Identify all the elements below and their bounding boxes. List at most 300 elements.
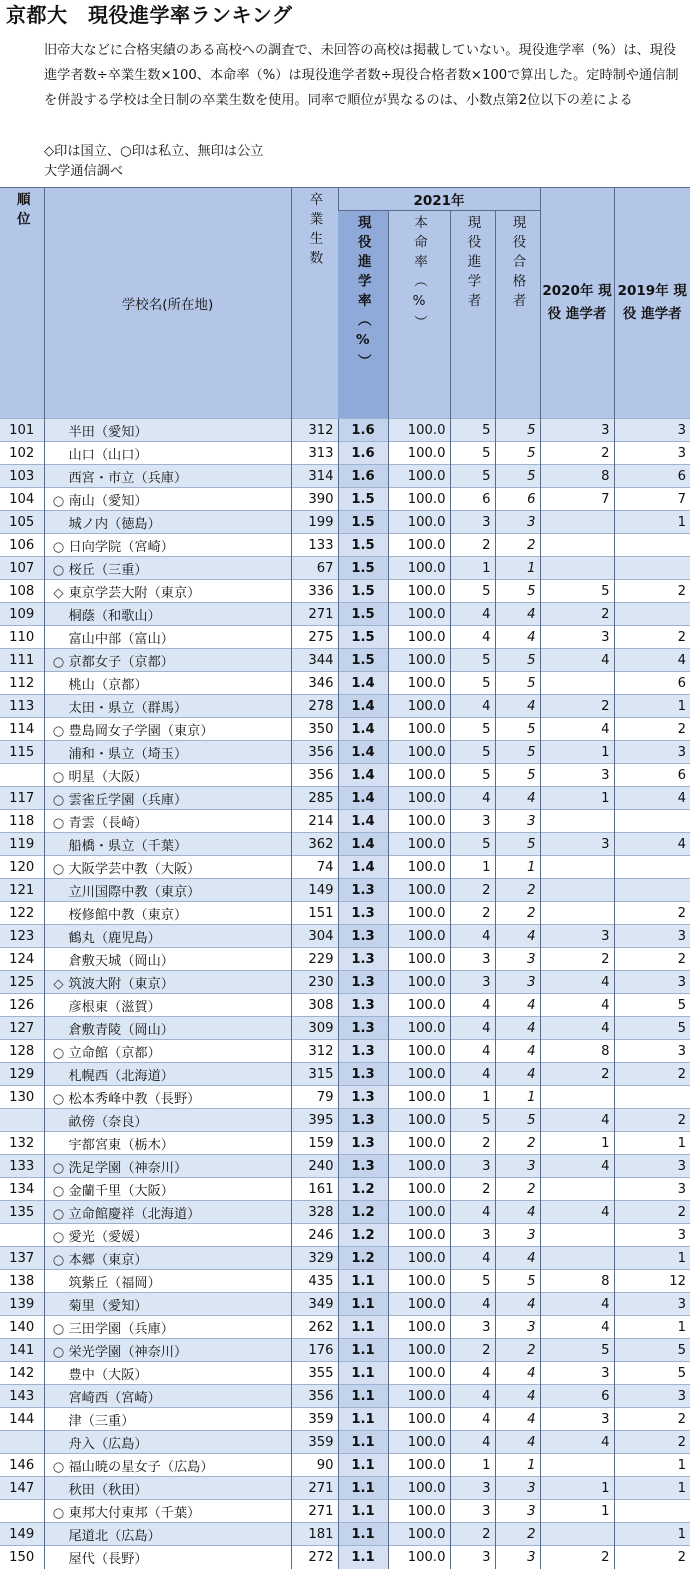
school-cell [44,1385,291,1408]
rate-cell: 1.4 [338,672,388,695]
rank-cell: 125 [0,971,44,994]
passers-cell: 5 [495,764,540,787]
school-name: 津（三重） [68,1413,135,1429]
table-row [0,1362,690,1385]
ownership-mark: ○ [52,1321,65,1337]
ownership-mark: ○ [52,654,65,670]
rate-cell: 1.1 [338,1408,388,1431]
rank-cell [0,1431,44,1454]
header-2019 [614,188,690,419]
school-name: 洗足学園（神奈川） [68,1160,188,1176]
passers-cell: 5 [495,649,540,672]
table-row [0,1385,690,1408]
y2020-cell: 4 [540,1155,614,1178]
passers-cell: 3 [495,1155,540,1178]
school-cell [44,1270,291,1293]
y2020-cell [540,1523,614,1546]
school-cell [44,856,291,879]
y2020-cell [540,1454,614,1477]
rank-cell: 124 [0,948,44,971]
rank-cell: 137 [0,1247,44,1270]
table-row [0,902,690,925]
rank-cell [0,1500,44,1523]
ownership-mark: ○ [52,562,65,578]
passers-cell: 4 [495,1408,540,1431]
graduates-cell: 230 [291,971,338,994]
entrants-cell: 4 [450,1408,495,1431]
y2019-cell: 1 [614,1477,690,1500]
rate-cell: 1.1 [338,1385,388,1408]
honmei-cell: 100.0 [388,925,450,948]
table-row [0,442,690,465]
ownership-mark: ○ [52,539,65,555]
graduates-cell: 151 [291,902,338,925]
ownership-mark: ○ [52,1091,65,1107]
graduates-cell: 390 [291,488,338,511]
rate-cell: 1.6 [338,442,388,465]
school-cell [44,465,291,488]
passers-cell: 4 [495,1293,540,1316]
y2019-cell: 1 [614,1454,690,1477]
y2019-cell [614,603,690,626]
entrants-cell: 4 [450,1201,495,1224]
school-name: 札幌西（北海道） [68,1068,174,1084]
school-name: 松本秀峰中教（長野） [68,1091,201,1107]
rate-cell: 1.4 [338,764,388,787]
school-name: 三田学園（兵庫） [68,1321,174,1337]
school-name: 菊里（愛知） [68,1298,148,1314]
rank-cell: 149 [0,1523,44,1546]
school-cell [44,1040,291,1063]
graduates-cell: 278 [291,695,338,718]
graduates-cell: 350 [291,718,338,741]
passers-cell: 3 [495,1477,540,1500]
header-rank [0,188,44,419]
entrants-cell: 1 [450,557,495,580]
school-name: 愛光（愛媛） [68,1229,148,1245]
school-name: 宇都宮東（栃木） [68,1137,174,1153]
school-cell [44,1155,291,1178]
honmei-cell: 100.0 [388,1178,450,1201]
y2020-cell: 4 [540,971,614,994]
graduates-cell: 313 [291,442,338,465]
y2019-cell [614,557,690,580]
passers-cell: 4 [495,994,540,1017]
table-row [0,1523,690,1546]
y2019-cell: 2 [614,1201,690,1224]
table-row [0,833,690,856]
school-cell [44,1546,291,1569]
table-row [0,856,690,879]
ownership-mark: ○ [52,861,65,877]
school-cell [44,1017,291,1040]
school-cell [44,879,291,902]
rank-cell: 144 [0,1408,44,1431]
rate-cell: 1.5 [338,603,388,626]
y2020-cell: 4 [540,649,614,672]
header-honmei-label: 本命率（%） [411,215,427,335]
table-row [0,1477,690,1500]
honmei-cell: 100.0 [388,442,450,465]
school-name: 半田（愛知） [68,424,148,440]
school-name: 屋代（長野） [68,1551,148,1567]
graduates-cell: 315 [291,1063,338,1086]
y2020-cell [540,856,614,879]
header-graduates-label: 卒業生数 [306,192,323,270]
rate-cell: 1.1 [338,1523,388,1546]
school-cell [44,833,291,856]
school-name: 尾道北（広島） [68,1528,161,1544]
school-name: 太田・県立（群馬） [68,700,188,716]
header-rank-label: 順位 [13,192,30,231]
rank-cell: 110 [0,626,44,649]
honmei-cell: 100.0 [388,1040,450,1063]
rank-cell: 117 [0,787,44,810]
school-cell [44,1201,291,1224]
school-name: 秋田（秋田） [68,1482,148,1498]
rate-cell: 1.3 [338,1063,388,1086]
honmei-cell: 100.0 [388,1477,450,1500]
rate-cell: 1.1 [338,1270,388,1293]
header-rate-label: 現役進学率（%） [354,215,371,374]
header-entrants-label: 現役進学者 [464,215,481,313]
honmei-cell: 100.0 [388,534,450,557]
passers-cell: 4 [495,1247,540,1270]
y2019-cell: 3 [614,971,690,994]
graduates-cell: 240 [291,1155,338,1178]
rate-cell: 1.6 [338,465,388,488]
table-row [0,1408,690,1431]
y2020-cell [540,810,614,833]
table-row [0,741,690,764]
table-row [0,1293,690,1316]
y2020-cell: 3 [540,1362,614,1385]
y2020-cell: 1 [540,787,614,810]
y2019-cell: 1 [614,1247,690,1270]
rank-cell: 129 [0,1063,44,1086]
graduates-cell: 271 [291,1500,338,1523]
honmei-cell: 100.0 [388,1546,450,1569]
honmei-cell: 100.0 [388,1201,450,1224]
entrants-cell: 4 [450,1362,495,1385]
honmei-cell: 100.0 [388,1339,450,1362]
table-row [0,1201,690,1224]
methodology-note [44,38,684,113]
graduates-cell: 346 [291,672,338,695]
table-row [0,1178,690,1201]
entrants-cell: 5 [450,442,495,465]
graduates-cell: 149 [291,879,338,902]
school-cell [44,1293,291,1316]
school-name: 本郷（東京） [68,1252,148,1268]
rank-cell: 134 [0,1178,44,1201]
table-row [0,948,690,971]
rate-cell: 1.4 [338,718,388,741]
rank-cell: 132 [0,1132,44,1155]
entrants-cell: 1 [450,856,495,879]
table-row [0,1270,690,1293]
rate-cell: 1.1 [338,1431,388,1454]
school-cell [44,1247,291,1270]
rate-cell: 1.3 [338,1017,388,1040]
table-row [0,925,690,948]
rate-cell: 1.5 [338,534,388,557]
y2020-cell: 3 [540,1408,614,1431]
y2020-cell: 1 [540,1132,614,1155]
graduates-cell: 304 [291,925,338,948]
y2019-cell [614,856,690,879]
rate-cell: 1.2 [338,1247,388,1270]
entrants-cell: 5 [450,764,495,787]
graduates-cell: 356 [291,741,338,764]
y2020-cell: 1 [540,741,614,764]
y2020-cell [540,511,614,534]
school-cell [44,488,291,511]
graduates-cell: 285 [291,787,338,810]
rate-cell: 1.5 [338,626,388,649]
rank-cell: 126 [0,994,44,1017]
table-row [0,1040,690,1063]
table-row [0,994,690,1017]
y2020-cell: 2 [540,603,614,626]
y2019-cell: 5 [614,1362,690,1385]
rank-cell: 105 [0,511,44,534]
graduates-cell: 312 [291,419,338,442]
honmei-cell: 100.0 [388,1109,450,1132]
table-row [0,1086,690,1109]
y2019-cell: 4 [614,833,690,856]
honmei-cell: 100.0 [388,695,450,718]
graduates-cell: 90 [291,1454,338,1477]
school-cell [44,810,291,833]
header-2020-label: 2020年 現役 進学者 [542,283,612,322]
ownership-mark: ○ [52,792,65,808]
school-cell [44,580,291,603]
header-graduates [291,188,338,419]
y2020-cell [540,534,614,557]
rate-cell: 1.3 [338,1132,388,1155]
graduates-cell: 356 [291,764,338,787]
honmei-cell: 100.0 [388,764,450,787]
school-cell [44,534,291,557]
y2019-cell: 2 [614,580,690,603]
passers-cell: 5 [495,580,540,603]
passers-cell: 5 [495,465,540,488]
graduates-cell: 79 [291,1086,338,1109]
y2019-cell: 3 [614,1040,690,1063]
school-name: 筑紫丘（福岡） [68,1275,161,1291]
rank-cell: 139 [0,1293,44,1316]
passers-cell: 4 [495,1063,540,1086]
rank-cell: 112 [0,672,44,695]
graduates-cell: 355 [291,1362,338,1385]
entrants-cell: 2 [450,879,495,902]
honmei-cell: 100.0 [388,1408,450,1431]
school-name: 富山中部（富山） [68,631,174,647]
passers-cell: 4 [495,1040,540,1063]
table-row [0,1017,690,1040]
school-name: 宮崎西（宮崎） [68,1390,161,1406]
honmei-cell: 100.0 [388,856,450,879]
school-name: 桜丘（三重） [68,562,148,578]
passers-cell: 5 [495,442,540,465]
entrants-cell: 4 [450,925,495,948]
school-name: 浦和・県立（埼玉） [68,746,188,762]
y2019-cell: 1 [614,511,690,534]
table-row [0,1546,690,1569]
entrants-cell: 4 [450,695,495,718]
honmei-cell: 100.0 [388,718,450,741]
honmei-cell: 100.0 [388,902,450,925]
rank-cell: 109 [0,603,44,626]
y2019-cell: 7 [614,488,690,511]
honmei-cell: 100.0 [388,1500,450,1523]
y2019-cell: 4 [614,649,690,672]
school-name: 城ノ内（徳島） [68,516,161,532]
entrants-cell: 4 [450,1063,495,1086]
y2020-cell [540,879,614,902]
school-name: 金蘭千里（大阪） [68,1183,174,1199]
school-cell [44,994,291,1017]
table-row [0,879,690,902]
honmei-cell: 100.0 [388,626,450,649]
y2019-cell: 1 [614,1316,690,1339]
honmei-cell: 100.0 [388,419,450,442]
school-name: 大阪学芸中教（大阪） [68,861,201,877]
y2019-cell: 4 [614,787,690,810]
rate-cell: 1.3 [338,902,388,925]
table-row [0,626,690,649]
school-name: 日向学院（宮崎） [68,539,174,555]
entrants-cell: 5 [450,419,495,442]
passers-cell: 2 [495,1523,540,1546]
y2020-cell: 1 [540,1477,614,1500]
graduates-cell: 271 [291,603,338,626]
graduates-cell: 395 [291,1109,338,1132]
graduates-cell: 308 [291,994,338,1017]
school-cell [44,948,291,971]
y2019-cell: 3 [614,419,690,442]
entrants-cell: 4 [450,994,495,1017]
school-cell [44,511,291,534]
school-name: 豊島岡女子学園（東京） [68,723,214,739]
y2019-cell: 1 [614,1132,690,1155]
header-school: 学校名(所在地) [44,188,291,419]
graduates-cell: 246 [291,1224,338,1247]
graduates-cell: 181 [291,1523,338,1546]
entrants-cell: 3 [450,1224,495,1247]
school-name: 山口（山口） [68,447,148,463]
y2020-cell: 2 [540,948,614,971]
y2020-cell: 3 [540,925,614,948]
honmei-cell: 100.0 [388,948,450,971]
honmei-cell: 100.0 [388,1086,450,1109]
entrants-cell: 2 [450,902,495,925]
entrants-cell: 5 [450,672,495,695]
school-cell [44,787,291,810]
rank-cell: 123 [0,925,44,948]
entrants-cell: 3 [450,511,495,534]
rate-cell: 1.4 [338,741,388,764]
rate-cell: 1.4 [338,810,388,833]
passers-cell: 5 [495,419,540,442]
rank-cell: 143 [0,1385,44,1408]
rate-cell: 1.4 [338,695,388,718]
y2019-cell: 2 [614,1109,690,1132]
rate-cell: 1.5 [338,511,388,534]
entrants-cell: 5 [450,718,495,741]
header-2019-label: 2019年 現役 進学者 [617,283,687,322]
school-cell [44,1132,291,1155]
passers-cell: 3 [495,810,540,833]
y2019-cell [614,810,690,833]
entrants-cell: 2 [450,1132,495,1155]
passers-cell: 4 [495,1362,540,1385]
entrants-cell: 2 [450,534,495,557]
school-cell [44,1086,291,1109]
school-cell [44,1362,291,1385]
passers-cell: 4 [495,925,540,948]
y2020-cell [540,1086,614,1109]
school-name: 福山暁の星女子（広島） [68,1459,214,1475]
rank-cell: 114 [0,718,44,741]
school-cell [44,1431,291,1454]
rate-cell: 1.3 [338,1086,388,1109]
y2019-cell: 3 [614,442,690,465]
rate-cell: 1.3 [338,971,388,994]
school-cell [44,1523,291,1546]
school-cell [44,718,291,741]
school-name: 栄光学園（神奈川） [68,1344,188,1360]
entrants-cell: 4 [450,603,495,626]
honmei-cell: 100.0 [388,1155,450,1178]
rank-cell: 115 [0,741,44,764]
rate-cell: 1.3 [338,1109,388,1132]
y2019-cell: 1 [614,695,690,718]
y2019-cell: 2 [614,1546,690,1569]
school-name: 彦根東（滋賀） [68,999,161,1015]
rate-cell: 1.1 [338,1316,388,1339]
y2020-cell: 3 [540,764,614,787]
entrants-cell: 4 [450,1040,495,1063]
source-credit: 大学通信調べ [44,164,124,179]
entrants-cell: 3 [450,1546,495,1569]
graduates-cell: 133 [291,534,338,557]
legend-block [44,142,263,182]
entrants-cell: 2 [450,1339,495,1362]
table-row [0,511,690,534]
school-name: 立命館（京都） [68,1045,161,1061]
graduates-cell: 362 [291,833,338,856]
rate-cell: 1.2 [338,1201,388,1224]
header-year-2021: 2021年 [338,188,540,211]
y2020-cell: 4 [540,994,614,1017]
ownership-mark: ○ [52,1252,65,1268]
passers-cell: 2 [495,879,540,902]
header-entrants [450,211,495,419]
school-name: 雲雀丘学園（兵庫） [68,792,188,808]
school-name: 立川国際中教（東京） [68,884,201,900]
school-cell [44,971,291,994]
mark-legend: ◇印は国立、○印は私立、無印は公立 [44,144,264,159]
table-body [0,419,690,1569]
entrants-cell: 4 [450,1247,495,1270]
y2019-cell: 3 [614,1293,690,1316]
rank-cell: 138 [0,1270,44,1293]
rank-cell: 146 [0,1454,44,1477]
rank-cell: 101 [0,419,44,442]
entrants-cell: 3 [450,1500,495,1523]
